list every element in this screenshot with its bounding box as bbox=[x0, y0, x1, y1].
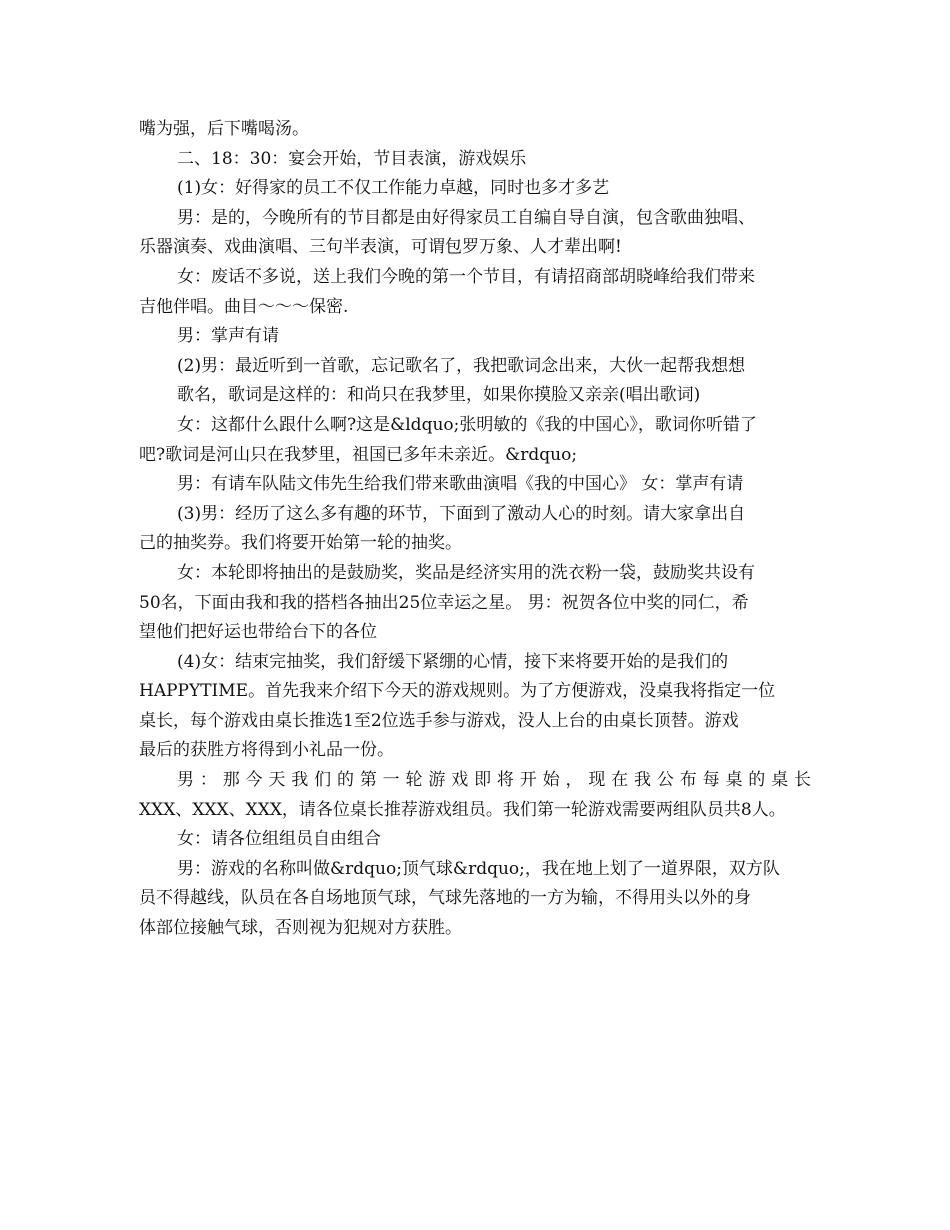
text-line: 50名，下面由我和我的搭档各抽出25位幸运之星。 男：祝贺各位中奖的同仁，希 bbox=[139, 592, 749, 613]
document-body bbox=[139, 115, 811, 944]
text-line: HAPPYTIME。首先我来介绍下今天的游戏规则。为了方便游戏，没桌我将指定一位 bbox=[139, 681, 776, 702]
text-line: 吉他伴唱。曲目～～～保密. bbox=[139, 296, 349, 317]
text-line: 吧?歌词是河山只在我梦里，祖国已多年未亲近。&rdquo; bbox=[139, 444, 578, 465]
text-line: 女：本轮即将抽出的是鼓励奖，奖品是经济实用的洗衣粉一袋，鼓励奖共设有 bbox=[177, 562, 755, 583]
text-line: 女：废话不多说，送上我们今晚的第一个节目，有请招商部胡晓峰给我们带来 bbox=[177, 266, 755, 287]
text-line: (4)女：结束完抽奖，我们舒缓下紧绷的心情，接下来将要开始的是我们的 bbox=[177, 651, 729, 672]
text-line: 歌名，歌词是这样的：和尚只在我梦里，如果你摸脸又亲亲(唱出歌词) bbox=[177, 385, 701, 406]
text-line: 女：这都什么跟什么啊?这是&ldquo;张明敏的《我的中国心》，歌词你听错了 bbox=[177, 414, 757, 435]
text-line: 体部位接触气球，否则视为犯规对方获胜。 bbox=[139, 918, 462, 939]
text-line: (3)男：经历了这么多有趣的环节，下面到了激动人心的时刻。请大家拿出自 bbox=[177, 503, 746, 524]
text-line: 女：请各位组组员自由组合 bbox=[177, 829, 381, 850]
text-line: 嘴为强，后下嘴喝汤。 bbox=[139, 119, 309, 139]
text-line: 乐器演奏、戏曲演唱、三句半表演，可谓包罗万象、人才辈出啊! bbox=[139, 237, 622, 258]
text-line: 男：游戏的名称叫做&rdquo;顶气球&rdquo;，我在地上划了一道界限，双方队 bbox=[177, 858, 780, 879]
text-line: 望他们把好运也带给台下的各位 bbox=[139, 622, 377, 643]
text-line: (1)女：好得家的员工不仅工作能力卓越，同时也多才多艺 bbox=[177, 178, 610, 199]
text-line: 男：那今天我们的第一轮游戏即将开始，现在我公布每桌的桌长 bbox=[177, 770, 811, 791]
text-line: 己的抽奖券。我们将要开始第一轮的抽奖。 bbox=[139, 533, 462, 554]
section-heading: 二、18：30：宴会开始，节目表演，游戏娱乐 bbox=[177, 148, 527, 169]
text-line: 男：掌声有请 bbox=[177, 326, 279, 347]
text-line: 桌长，每个游戏由桌长推选1至2位选手参与游戏，没人上台的由桌长顶替。游戏 bbox=[139, 710, 739, 731]
text-line: 男：是的，今晚所有的节目都是由好得家员工自编自导自演，包含歌曲独唱、 bbox=[177, 207, 755, 228]
text-line: 最后的获胜方将得到小礼品一份。 bbox=[139, 740, 394, 761]
text-line: (2)男：最近听到一首歌，忘记歌名了，我把歌词念出来，大伙一起帮我想想 bbox=[177, 355, 746, 376]
text-line: 男：有请车队陆文伟先生给我们带来歌曲演唱《我的中国心》 女：掌声有请 bbox=[177, 474, 744, 495]
text-line: 员不得越线，队员在各自场地顶气球，气球先落地的一方为输，不得用头以外的身 bbox=[139, 888, 751, 909]
text-line: XXX、XXX、XXX，请各位桌长推荐游戏组员。我们第一轮游戏需要两组队员共8人。 bbox=[139, 799, 786, 820]
